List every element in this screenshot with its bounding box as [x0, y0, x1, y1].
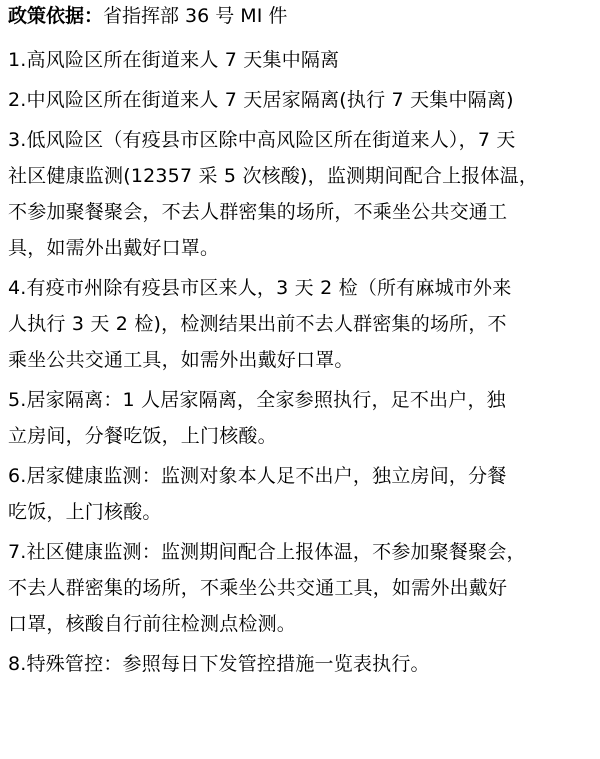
policy-line: 8.特殊管控：参照每日下发管控措施一览表执行。: [8, 653, 430, 675]
policy-item-2: [8, 82, 594, 118]
policy-line: 3.低风险区（有疫县市区除中高风险区所在街道来人），7 天: [8, 129, 516, 151]
policy-line: 不参加聚餐聚会，不去人群密集的场所，不乘坐公共交通工: [8, 201, 508, 223]
policy-line: 立房间，分餐吃饭，上门核酸。: [8, 425, 277, 447]
policy-line: 5.居家隔离：1 人居家隔离，全家参照执行，足不出户，独: [8, 389, 506, 411]
policy-line: 具，如需外出戴好口罩。: [8, 237, 220, 259]
policy-item-4: [8, 270, 594, 378]
policy-line: 6.居家健康监测：监测对象本人足不出户，独立房间，分餐: [8, 465, 507, 487]
policy-basis-label: 政策依据：: [8, 5, 104, 27]
policy-line: 2.中风险区所在街道来人 7 天居家隔离(执行 7 天集中隔离): [8, 89, 514, 111]
policy-line: 不去人群密集的场所，不乘坐公共交通工具，如需外出戴好: [8, 577, 508, 599]
policy-line: 乘坐公共交通工具，如需外出戴好口罩。: [8, 349, 354, 371]
policy-line: 吃饭，上门核酸。: [8, 501, 162, 523]
policy-item-8: [8, 646, 594, 682]
policy-line: 社区健康监测(12357 采 5 次核酸)，监测期间配合上报体温，: [8, 165, 539, 187]
policy-line: 口罩，核酸自行前往检测点检测。: [8, 613, 297, 635]
policy-item-3: [8, 122, 594, 266]
policy-basis-text: 省指挥部 36 号 MI 件: [103, 5, 288, 27]
policy-item-5: [8, 382, 594, 454]
policy-line: 4.有疫市州除有疫县市区来人，3 天 2 检（所有麻城市外来: [8, 277, 512, 299]
policy-basis-header: [8, 4, 594, 28]
policy-line: 1.高风险区所在街道来人 7 天集中隔离: [8, 49, 340, 71]
policy-line: 人执行 3 天 2 检)，检测结果出前不去人群密集的场所，不: [8, 313, 507, 335]
policy-item-7: [8, 534, 594, 642]
policy-item-6: [8, 458, 594, 530]
policy-item-1: [8, 42, 594, 78]
policy-line: 7.社区健康监测：监测期间配合上报体温，不参加聚餐聚会，: [8, 541, 526, 563]
